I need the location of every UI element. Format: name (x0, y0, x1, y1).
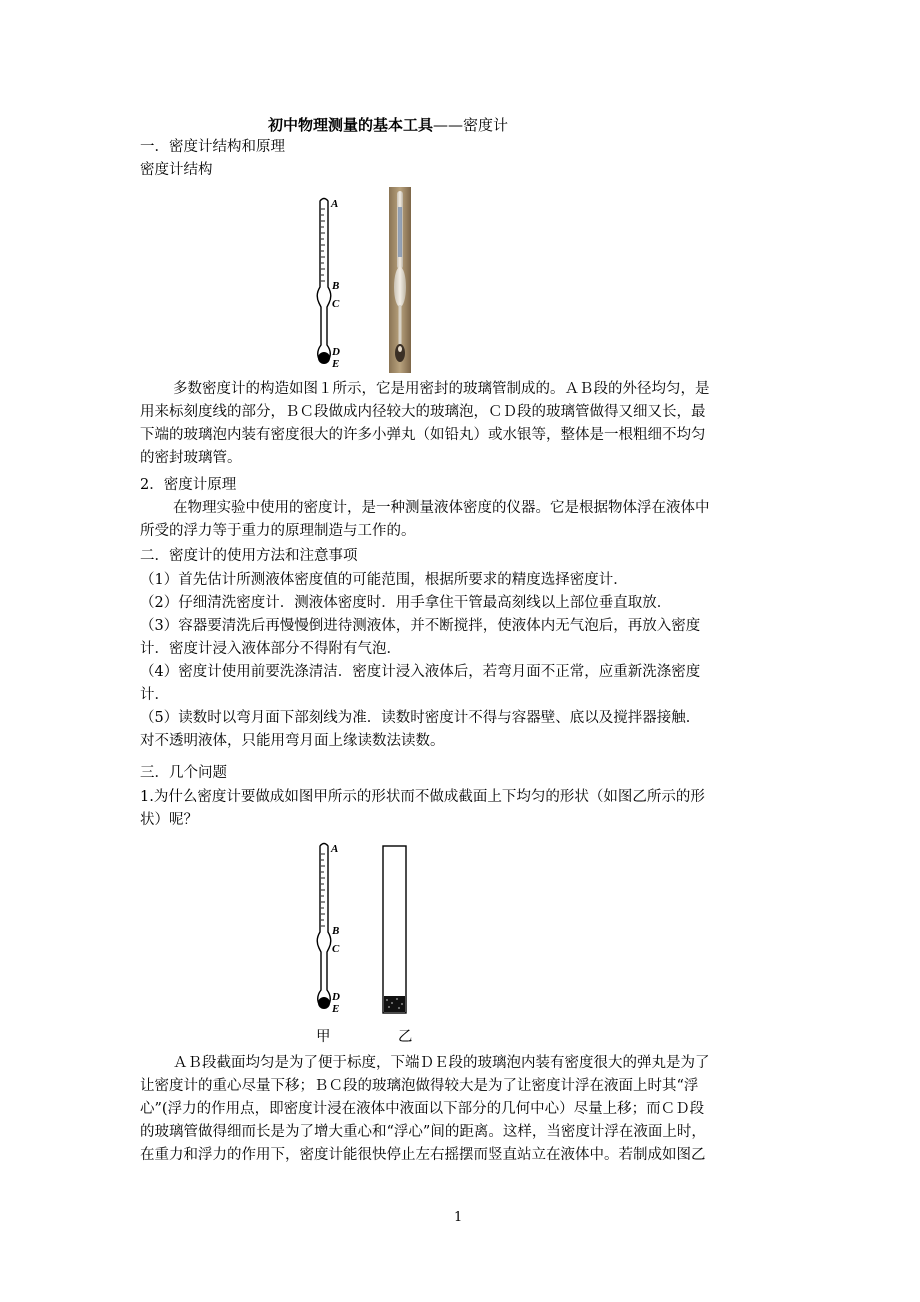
label-e: E (332, 1003, 340, 1015)
question-1-line-2: 状）呢？ (140, 812, 198, 828)
paragraph-structure (140, 378, 780, 470)
usage-item-1: （1）首先估计所测液体密度值的可能范围，根据所要求的精度选择密度计． (140, 572, 628, 588)
usage-item-4a: （4）密度计使用前要洗涤清洁．密度计浸入液体后，若弯月面不正常，应重新洗涤密度 (140, 664, 701, 680)
answer-line-2: 让密度计的重心尽量下移；ＢＣ段的玻璃泡做得较大是为了让密度计浮在液面上时其“浮 (140, 1078, 699, 1094)
hydrometer-photo (389, 187, 411, 373)
page-number: 1 (454, 1210, 463, 1225)
hydrometer-ballast (318, 997, 330, 1009)
usage-item-4b: 计． (140, 687, 169, 703)
question-1-line-1: 1.为什么密度计要做成如图甲所示的形状而不做成截面上下均匀的形状（如图乙所示的形 (140, 789, 705, 805)
tube-outline (383, 846, 406, 1013)
hydrometer-scale-ticks (321, 854, 325, 926)
caption-jia: 甲 (316, 1029, 331, 1045)
title-rest: ——密度计 (433, 116, 509, 134)
usage-list (140, 569, 780, 753)
answer-line-1: ＡＢ段截面均匀是为了便于标度，下端ＤＥ段的玻璃泡内装有密度很大的弹丸是为了 (173, 1055, 710, 1071)
usage-item-3b: 计．密度计浸入液体部分不得附有气泡． (140, 641, 401, 657)
label-c: C (332, 943, 340, 955)
principle-line-1: 在物理实验中使用的密度计，是一种测量液体密度的仪器。它是根据物体浮在液体中 (173, 500, 710, 516)
structure-line-1: 多数密度计的构造如图１所示，它是用密封的玻璃管制成的。ＡＢ段的外径均匀，是 (173, 381, 710, 397)
hydrometer-outline (317, 844, 331, 1007)
label-d: D (332, 346, 340, 358)
hydrometer-scale-ticks (321, 209, 325, 281)
label-c: C (332, 298, 340, 310)
section2-heading: 二．密度计的使用方法和注意事项 (140, 548, 358, 564)
hydrometer-diagram-1 (308, 195, 350, 373)
answer-line-4: 的玻璃管做得细而长是为了增大重心和“浮心”间的距离。这样，当密度计浮在液面上时， (140, 1124, 706, 1140)
structure-line-4: 的密封玻璃管。 (140, 450, 242, 466)
answer-line-3: 心”(浮力的作用点，即密度计浸在液体中液面以下部分的几何中心）尽量上移；而ＣＤ段 (140, 1101, 705, 1117)
usage-item-5a: （5）读数时以弯月面下部刻线为准．读数时密度计不得与容器壁、底以及搅拌器接触． (140, 710, 701, 726)
structure-line-3: 下端的玻璃泡内装有密度很大的许多小弹丸（如铅丸）或水银等，整体是一根粗细不均匀 (140, 427, 706, 443)
structure-line-2: 用来标刻度线的部分，ＢＣ段做成内径较大的玻璃泡，ＣＤ段的玻璃管做得又细又长，最 (140, 404, 706, 420)
section3-heading: 三．几个问题 (140, 765, 227, 781)
caption-yi: 乙 (398, 1029, 413, 1045)
label-b: B (332, 280, 340, 292)
principle-line-2: 所受的浮力等于重力的原理制造与工作的。 (140, 523, 416, 539)
question-1 (140, 786, 780, 832)
section1-heading: 一．密度计结构和原理 (140, 139, 285, 155)
label-d: D (332, 991, 340, 1003)
page-title (268, 114, 508, 136)
usage-item-3a: （3）容器要清洗后再慢慢倒进待测液体，并不断搅拌，使液体内无气泡后，再放入密度 (140, 618, 701, 634)
section1-sub-principle: 2．密度计原理 (140, 477, 237, 493)
label-a: A (331, 198, 339, 210)
hydrometer-outline (317, 199, 331, 362)
paragraph-principle (140, 497, 780, 543)
title-bold: 初中物理测量的基本工具 (268, 116, 434, 134)
label-a: A (331, 843, 339, 855)
uniform-tube-diagram-yi (382, 845, 408, 1015)
usage-item-2: （2）仔细清洗密度计．测液体密度时．用手拿住干管最高刻线以上部位垂直取放． (140, 595, 672, 611)
answer-line-5: 在重力和浮力的作用下，密度计能很快停止左右摇摆而竖直站立在液体中。若制成如图乙 (140, 1147, 706, 1163)
usage-item-5b: 对不透明液体，只能用弯月面上缘读数法读数。 (140, 733, 445, 749)
answer-paragraph (140, 1052, 780, 1167)
section1-sub-structure: 密度计结构 (140, 162, 213, 178)
hydrometer-ballast (318, 352, 330, 364)
label-b: B (332, 925, 340, 937)
label-e: E (332, 358, 340, 370)
hydrometer-diagram-jia (308, 840, 350, 1018)
